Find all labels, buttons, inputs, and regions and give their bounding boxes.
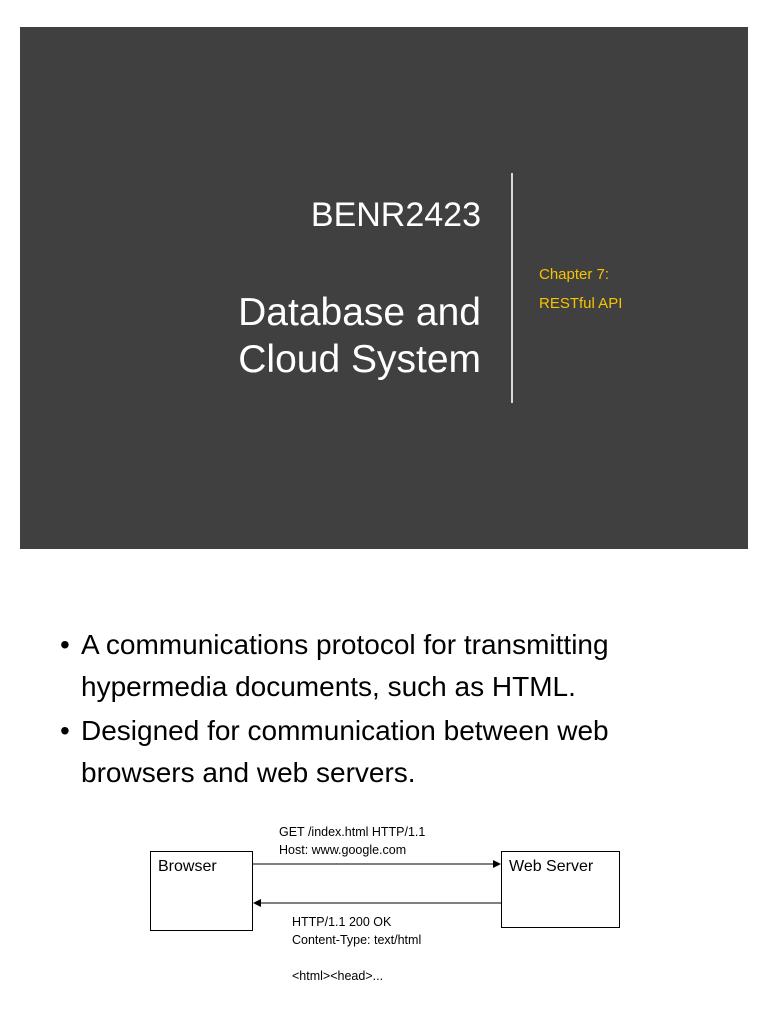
bullet-item [60, 624, 740, 708]
bullet-line: hypermedia documents, such as HTML. [81, 671, 576, 702]
bullet-line: browsers and web servers. [81, 757, 416, 788]
bullet-line: A communications protocol for transmitting [81, 629, 609, 660]
browser-box [150, 851, 253, 931]
chapter-label: Chapter 7: [539, 266, 610, 283]
browser-label: Browser [158, 858, 217, 875]
web-server-label: Web Server [509, 858, 594, 875]
response-content-type: Content-Type: text/html [292, 933, 422, 947]
bullet-dot-icon: • [60, 715, 70, 746]
chapter-title: RESTful API [539, 295, 623, 312]
response-body: <html><head>... [292, 969, 384, 983]
title-divider [511, 173, 513, 403]
course-name [181, 289, 481, 383]
web-server-box [501, 851, 620, 928]
bullet-item [60, 710, 740, 794]
request-line: GET /index.html HTTP/1.1 [279, 825, 426, 839]
request-host: Host: www.google.com [279, 843, 407, 857]
response-status: HTTP/1.1 200 OK [292, 915, 392, 929]
title-slide [20, 27, 748, 549]
response-message [292, 913, 421, 985]
chapter-info [539, 260, 622, 318]
request-message [279, 823, 425, 859]
bullet-list [60, 624, 740, 796]
course-name-line1: Database and [238, 291, 481, 334]
course-name-line2: Cloud System [238, 338, 481, 381]
course-code: BENR2423 [310, 196, 481, 234]
bullet-line: Designed for communication between web [81, 715, 609, 746]
bullet-dot-icon: • [60, 629, 70, 660]
